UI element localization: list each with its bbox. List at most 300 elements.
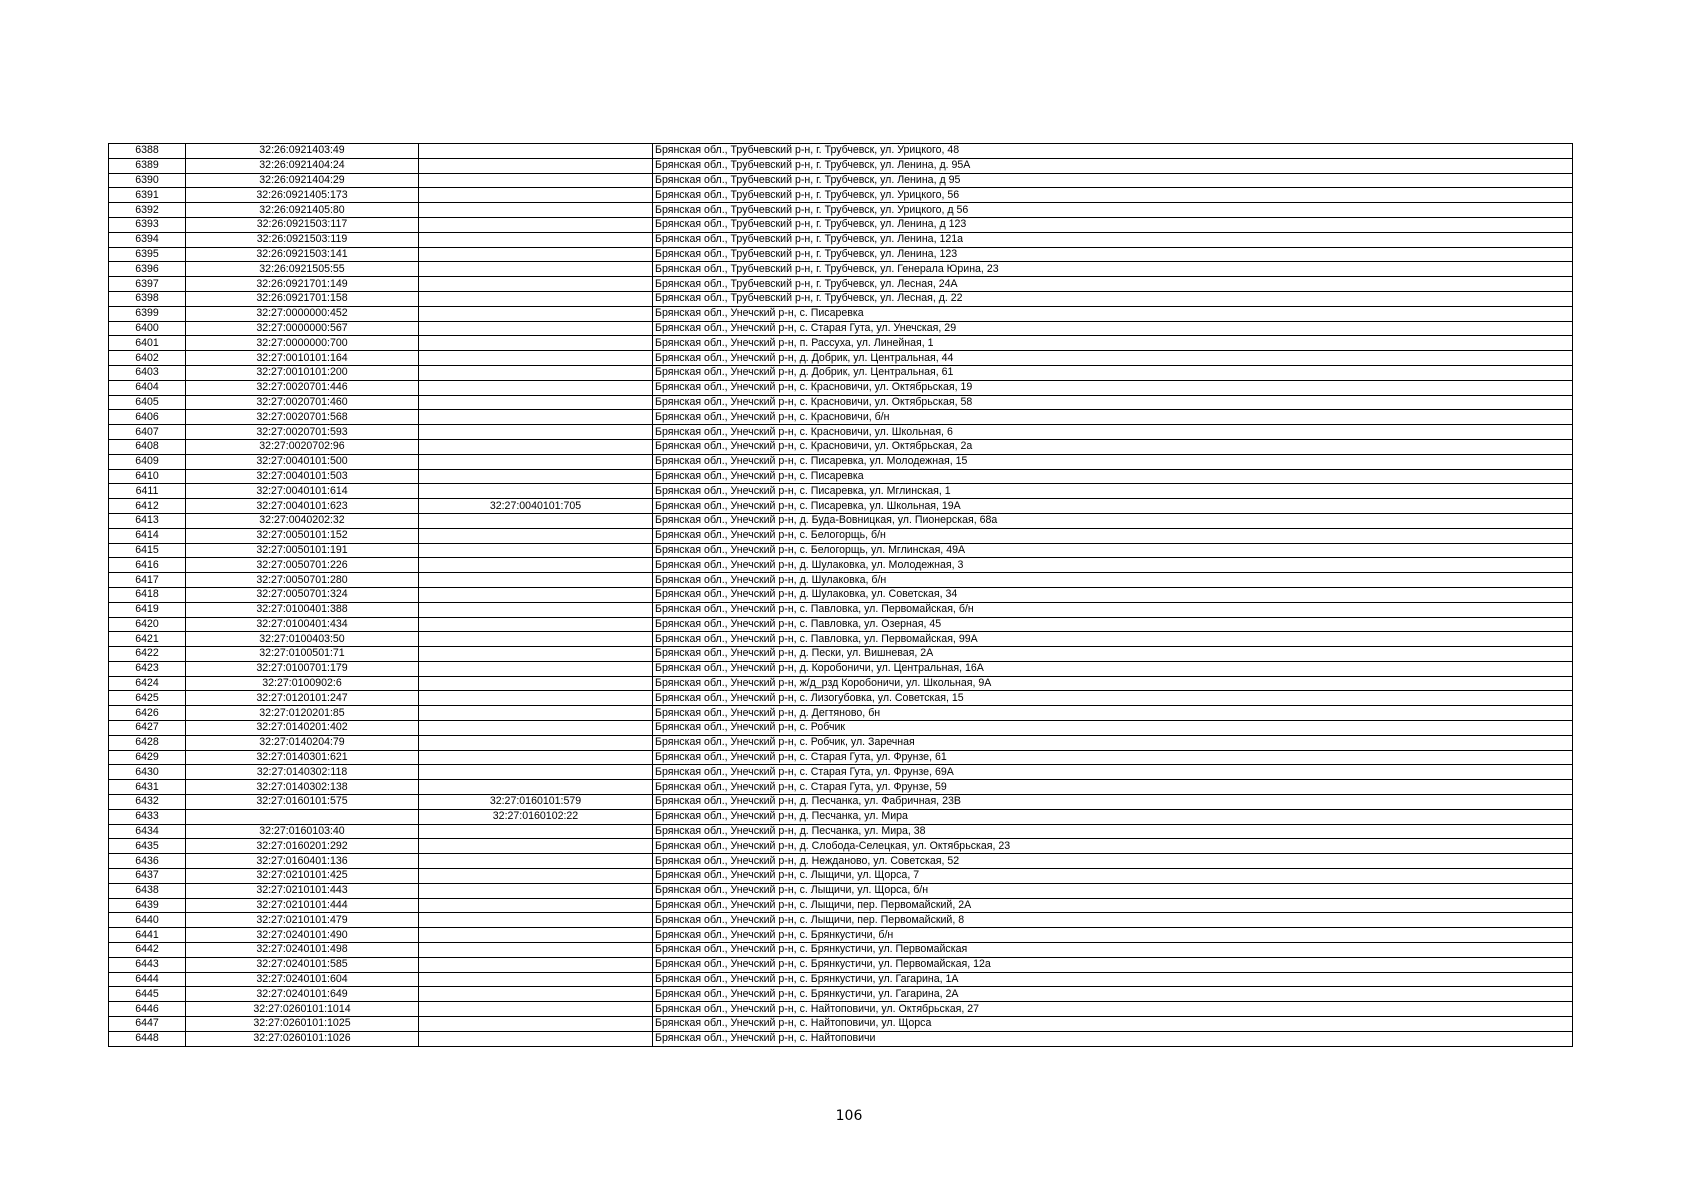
- row-number-cell: 6424: [109, 676, 186, 691]
- object-number-cell: [419, 469, 653, 484]
- object-number-cell: [419, 573, 653, 588]
- address-cell: Брянская обл., Унечский р-н, с. Брянкустичи, ул. Гагарина, 2А: [653, 987, 1573, 1002]
- cadastral-number-cell: 32:26:0921503:119: [186, 232, 419, 247]
- object-number-cell: [419, 721, 653, 736]
- cadastral-number-cell: 32:27:0160401:136: [186, 854, 419, 869]
- row-number-cell: 6432: [109, 795, 186, 810]
- cadastral-number-cell: 32:27:0020701:568: [186, 410, 419, 425]
- cadastral-number-cell: 32:27:0000000:567: [186, 321, 419, 336]
- table-row: [109, 365, 1573, 380]
- object-number-cell: [419, 676, 653, 691]
- table-row: [109, 795, 1573, 810]
- registry-table-body: [109, 144, 1573, 1047]
- table-row: [109, 558, 1573, 573]
- object-number-cell: [419, 439, 653, 454]
- cadastral-number-cell: 32:27:0100401:388: [186, 602, 419, 617]
- row-number-cell: 6411: [109, 484, 186, 499]
- object-number-cell: [419, 158, 653, 173]
- address-cell: Брянская обл., Унечский р-н, с. Брянкустичи, ул. Первомайская: [653, 943, 1573, 958]
- row-number-cell: 6405: [109, 395, 186, 410]
- table-row: [109, 632, 1573, 647]
- object-number-cell: [419, 365, 653, 380]
- row-number-cell: 6436: [109, 854, 186, 869]
- address-cell: Брянская обл., Унечский р-н, с. Робчик, ул. Заречная: [653, 735, 1573, 750]
- address-cell: Брянская обл., Унечский р-н, с. Писаревка: [653, 306, 1573, 321]
- table-row: [109, 484, 1573, 499]
- object-number-cell: [419, 321, 653, 336]
- address-cell: Брянская обл., Унечский р-н, с. Павловка, ул. Первомайская, 99А: [653, 632, 1573, 647]
- row-number-cell: 6430: [109, 765, 186, 780]
- cadastral-number-cell: 32:27:0020701:446: [186, 380, 419, 395]
- object-number-cell: [419, 632, 653, 647]
- object-number-cell: [419, 943, 653, 958]
- table-row: [109, 647, 1573, 662]
- cadastral-number-cell: 32:27:0140302:138: [186, 780, 419, 795]
- address-cell: Брянская обл., Трубчевский р-н, г. Трубчевск, ул. Ленина, д. 95А: [653, 158, 1573, 173]
- cadastral-number-cell: 32:27:0260101:1014: [186, 1002, 419, 1017]
- object-number-cell: [419, 869, 653, 884]
- object-number-cell: [419, 262, 653, 277]
- address-cell: Брянская обл., Унечский р-н, с. Найтоповичи, ул. Октябрьская, 27: [653, 1002, 1573, 1017]
- address-cell: Брянская обл., Унечский р-н, с. Белогорщь, б/н: [653, 528, 1573, 543]
- row-number-cell: 6422: [109, 647, 186, 662]
- cadastral-number-cell: 32:26:0921505:55: [186, 262, 419, 277]
- row-number-cell: 6423: [109, 661, 186, 676]
- address-cell: Брянская обл., Унечский р-н, д. Добрик, ул. Центральная, 44: [653, 351, 1573, 366]
- row-number-cell: 6410: [109, 469, 186, 484]
- cadastral-number-cell: 32:26:0921404:24: [186, 158, 419, 173]
- object-number-cell: [419, 706, 653, 721]
- object-number-cell: [419, 380, 653, 395]
- address-cell: Брянская обл., Унечский р-н, д. Песчанка, ул. Фабричная, 23В: [653, 795, 1573, 810]
- table-row: [109, 854, 1573, 869]
- cadastral-number-cell: 32:27:0140302:118: [186, 765, 419, 780]
- row-number-cell: 6429: [109, 750, 186, 765]
- cadastral-number-cell: [186, 809, 419, 824]
- cadastral-number-cell: 32:27:0100902:6: [186, 676, 419, 691]
- object-number-cell: [419, 1017, 653, 1032]
- row-number-cell: 6434: [109, 824, 186, 839]
- cadastral-number-cell: 32:27:0240101:490: [186, 928, 419, 943]
- table-row: [109, 499, 1573, 514]
- table-row: [109, 247, 1573, 262]
- table-row: [109, 203, 1573, 218]
- object-number-cell: [419, 543, 653, 558]
- address-cell: Брянская обл., Унечский р-н, д. Песчанка, ул. Мира: [653, 809, 1573, 824]
- table-row: [109, 173, 1573, 188]
- address-cell: Брянская обл., Унечский р-н, д. Шулаковка, ул. Советская, 34: [653, 587, 1573, 602]
- row-number-cell: 6388: [109, 144, 186, 159]
- address-cell: Брянская обл., Унечский р-н, с. Писаревка, ул. Молодежная, 15: [653, 454, 1573, 469]
- table-row: [109, 573, 1573, 588]
- table-row: [109, 395, 1573, 410]
- table-row: [109, 1002, 1573, 1017]
- address-cell: Брянская обл., Унечский р-н, с. Старая Гута, ул. Фрунзе, 59: [653, 780, 1573, 795]
- row-number-cell: 6416: [109, 558, 186, 573]
- object-number-cell: [419, 913, 653, 928]
- table-row: [109, 469, 1573, 484]
- cadastral-number-cell: 32:27:0040101:614: [186, 484, 419, 499]
- table-row: [109, 217, 1573, 232]
- object-number-cell: 32:27:0160102:22: [419, 809, 653, 824]
- address-cell: Брянская обл., Трубчевский р-н, г. Трубчевск, ул. Ленина, д 95: [653, 173, 1573, 188]
- row-number-cell: 6439: [109, 898, 186, 913]
- cadastral-number-cell: 32:27:0240101:649: [186, 987, 419, 1002]
- table-row: [109, 869, 1573, 884]
- cadastral-number-cell: 32:26:0921404:29: [186, 173, 419, 188]
- table-row: [109, 721, 1573, 736]
- cadastral-number-cell: 32:27:0100701:179: [186, 661, 419, 676]
- address-cell: Брянская обл., Унечский р-н, с. Красновичи, ул. Школьная, 6: [653, 425, 1573, 440]
- object-number-cell: [419, 306, 653, 321]
- object-number-cell: 32:27:0160101:579: [419, 795, 653, 810]
- row-number-cell: 6403: [109, 365, 186, 380]
- object-number-cell: [419, 513, 653, 528]
- cadastral-number-cell: 32:27:0260101:1025: [186, 1017, 419, 1032]
- cadastral-number-cell: 32:27:0240101:604: [186, 972, 419, 987]
- registry-table: [108, 143, 1573, 1047]
- table-row: [109, 410, 1573, 425]
- address-cell: Брянская обл., Унечский р-н, д. Пески, ул. Вишневая, 2А: [653, 647, 1573, 662]
- cadastral-number-cell: 32:26:0921701:158: [186, 291, 419, 306]
- cadastral-number-cell: 32:27:0000000:452: [186, 306, 419, 321]
- cadastral-number-cell: 32:26:0921503:141: [186, 247, 419, 262]
- address-cell: Брянская обл., Унечский р-н, с. Старая Гута, ул. Унечская, 29: [653, 321, 1573, 336]
- table-row: [109, 291, 1573, 306]
- row-number-cell: 6421: [109, 632, 186, 647]
- page-number: 106: [835, 1108, 863, 1124]
- table-row: [109, 809, 1573, 824]
- table-row: [109, 661, 1573, 676]
- address-cell: Брянская обл., Унечский р-н, с. Лыщичи, пер. Первомайский, 8: [653, 913, 1573, 928]
- address-cell: Брянская обл., Унечский р-н, с. Писаревка, ул. Мглинская, 1: [653, 484, 1573, 499]
- object-number-cell: [419, 972, 653, 987]
- row-number-cell: 6404: [109, 380, 186, 395]
- address-cell: Брянская обл., Унечский р-н, с. Красновичи, ул. Октябрьская, 2а: [653, 439, 1573, 454]
- table-row: [109, 380, 1573, 395]
- address-cell: Брянская обл., Унечский р-н, с. Брянкустичи, б/н: [653, 928, 1573, 943]
- table-row: [109, 425, 1573, 440]
- address-cell: Брянская обл., Унечский р-н, с. Брянкустичи, ул. Гагарина, 1А: [653, 972, 1573, 987]
- row-number-cell: 6389: [109, 158, 186, 173]
- cadastral-number-cell: 32:27:0260101:1026: [186, 1031, 419, 1046]
- row-number-cell: 6418: [109, 587, 186, 602]
- object-number-cell: [419, 188, 653, 203]
- cadastral-number-cell: 32:27:0140201:402: [186, 721, 419, 736]
- row-number-cell: 6390: [109, 173, 186, 188]
- row-number-cell: 6427: [109, 721, 186, 736]
- table-row: [109, 735, 1573, 750]
- row-number-cell: 6398: [109, 291, 186, 306]
- row-number-cell: 6428: [109, 735, 186, 750]
- row-number-cell: 6393: [109, 217, 186, 232]
- address-cell: Брянская обл., Унечский р-н, д. Нежданово, ул. Советская, 52: [653, 854, 1573, 869]
- table-row: [109, 750, 1573, 765]
- object-number-cell: [419, 277, 653, 292]
- row-number-cell: 6447: [109, 1017, 186, 1032]
- cadastral-number-cell: 32:27:0100501:71: [186, 647, 419, 662]
- row-number-cell: 6397: [109, 277, 186, 292]
- address-cell: Брянская обл., Трубчевский р-н, г. Трубчевск, ул. Ленина, 121а: [653, 232, 1573, 247]
- object-number-cell: [419, 824, 653, 839]
- table-row: [109, 528, 1573, 543]
- object-number-cell: [419, 291, 653, 306]
- row-number-cell: 6443: [109, 957, 186, 972]
- cadastral-number-cell: 32:27:0210101:425: [186, 869, 419, 884]
- row-number-cell: 6438: [109, 883, 186, 898]
- object-number-cell: [419, 898, 653, 913]
- table-row: [109, 943, 1573, 958]
- cadastral-number-cell: 32:27:0160101:575: [186, 795, 419, 810]
- table-row: [109, 144, 1573, 159]
- cadastral-number-cell: 32:27:0040101:500: [186, 454, 419, 469]
- object-number-cell: [419, 410, 653, 425]
- table-row: [109, 824, 1573, 839]
- table-row: [109, 321, 1573, 336]
- cadastral-number-cell: 32:27:0050701:280: [186, 573, 419, 588]
- row-number-cell: 6419: [109, 602, 186, 617]
- cadastral-number-cell: 32:26:0921503:117: [186, 217, 419, 232]
- row-number-cell: 6437: [109, 869, 186, 884]
- cadastral-number-cell: 32:27:0140301:621: [186, 750, 419, 765]
- table-row: [109, 158, 1573, 173]
- table-row: [109, 336, 1573, 351]
- table-row: [109, 957, 1573, 972]
- cadastral-number-cell: 32:26:0921403:49: [186, 144, 419, 159]
- address-cell: Брянская обл., Трубчевский р-н, г. Трубчевск, ул. Лесная, 24А: [653, 277, 1573, 292]
- cadastral-number-cell: 32:27:0050101:191: [186, 543, 419, 558]
- address-cell: Брянская обл., Унечский р-н, с. Старая Гута, ул. Фрунзе, 69А: [653, 765, 1573, 780]
- table-row: [109, 306, 1573, 321]
- address-cell: Брянская обл., Трубчевский р-н, г. Трубчевск, ул. Урицкого, 48: [653, 144, 1573, 159]
- row-number-cell: 6426: [109, 706, 186, 721]
- address-cell: Брянская обл., Трубчевский р-н, г. Трубчевск, ул. Урицкого, 56: [653, 188, 1573, 203]
- row-number-cell: 6401: [109, 336, 186, 351]
- row-number-cell: 6441: [109, 928, 186, 943]
- object-number-cell: [419, 647, 653, 662]
- cadastral-number-cell: 32:27:0240101:585: [186, 957, 419, 972]
- table-row: [109, 262, 1573, 277]
- row-number-cell: 6406: [109, 410, 186, 425]
- cadastral-number-cell: 32:27:0140204:79: [186, 735, 419, 750]
- object-number-cell: [419, 691, 653, 706]
- address-cell: Брянская обл., Унечский р-н, с. Красновичи, ул. Октябрьская, 58: [653, 395, 1573, 410]
- cadastral-number-cell: 32:27:0240101:498: [186, 943, 419, 958]
- address-cell: Брянская обл., Унечский р-н, с. Найтоповичи, ул. Щорса: [653, 1017, 1573, 1032]
- address-cell: Брянская обл., Унечский р-н, с. Брянкустичи, ул. Первомайская, 12а: [653, 957, 1573, 972]
- row-number-cell: 6415: [109, 543, 186, 558]
- row-number-cell: 6400: [109, 321, 186, 336]
- cadastral-number-cell: 32:27:0050701:226: [186, 558, 419, 573]
- address-cell: Брянская обл., Унечский р-н, с. Белогорщь, ул. Мглинская, 49А: [653, 543, 1573, 558]
- row-number-cell: 6392: [109, 203, 186, 218]
- row-number-cell: 6412: [109, 499, 186, 514]
- table-row: [109, 765, 1573, 780]
- object-number-cell: [419, 144, 653, 159]
- address-cell: Брянская обл., Унечский р-н, с. Павловка, ул. Озерная, 45: [653, 617, 1573, 632]
- address-cell: Брянская обл., Унечский р-н, с. Красновичи, б/н: [653, 410, 1573, 425]
- cadastral-number-cell: 32:27:0010101:200: [186, 365, 419, 380]
- cadastral-number-cell: 32:27:0210101:443: [186, 883, 419, 898]
- address-cell: Брянская обл., Трубчевский р-н, г. Трубчевск, ул. Генерала Юрина, 23: [653, 262, 1573, 277]
- address-cell: Брянская обл., Унечский р-н, д. Песчанка, ул. Мира, 38: [653, 824, 1573, 839]
- cadastral-number-cell: 32:27:0000000:700: [186, 336, 419, 351]
- object-number-cell: [419, 351, 653, 366]
- cadastral-number-cell: 32:27:0040101:623: [186, 499, 419, 514]
- address-cell: Брянская обл., Трубчевский р-н, г. Трубчевск, ул. Ленина, 123: [653, 247, 1573, 262]
- row-number-cell: 6435: [109, 839, 186, 854]
- address-cell: Брянская обл., Унечский р-н, с. Старая Гута, ул. Фрунзе, 61: [653, 750, 1573, 765]
- address-cell: Брянская обл., Унечский р-н, с. Робчик: [653, 721, 1573, 736]
- address-cell: Брянская обл., Унечский р-н, д. Добрик, ул. Центральная, 61: [653, 365, 1573, 380]
- table-row: [109, 602, 1573, 617]
- cadastral-number-cell: 32:27:0020701:460: [186, 395, 419, 410]
- row-number-cell: 6442: [109, 943, 186, 958]
- table-row: [109, 676, 1573, 691]
- cadastral-number-cell: 32:27:0100403:50: [186, 632, 419, 647]
- cadastral-number-cell: 32:27:0100401:434: [186, 617, 419, 632]
- row-number-cell: 6391: [109, 188, 186, 203]
- row-number-cell: 6402: [109, 351, 186, 366]
- address-cell: Брянская обл., Унечский р-н, с. Лыщичи, ул. Щорса, б/н: [653, 883, 1573, 898]
- address-cell: Брянская обл., Трубчевский р-н, г. Трубчевск, ул. Лесная, д. 22: [653, 291, 1573, 306]
- table-row: [109, 351, 1573, 366]
- row-number-cell: 6394: [109, 232, 186, 247]
- table-row: [109, 513, 1573, 528]
- table-row: [109, 780, 1573, 795]
- row-number-cell: 6396: [109, 262, 186, 277]
- address-cell: Брянская обл., Трубчевский р-н, г. Трубчевск, ул. Ленина, д 123: [653, 217, 1573, 232]
- address-cell: Брянская обл., Унечский р-н, с. Писаревка: [653, 469, 1573, 484]
- object-number-cell: [419, 617, 653, 632]
- row-number-cell: 6399: [109, 306, 186, 321]
- object-number-cell: [419, 558, 653, 573]
- table-row: [109, 987, 1573, 1002]
- row-number-cell: 6420: [109, 617, 186, 632]
- address-cell: Брянская обл., Унечский р-н, д. Буда-Вовницкая, ул. Пионерская, 68а: [653, 513, 1573, 528]
- row-number-cell: 6409: [109, 454, 186, 469]
- address-cell: Брянская обл., Унечский р-н, д. Шулаковка, ул. Молодежная, 3: [653, 558, 1573, 573]
- object-number-cell: [419, 173, 653, 188]
- cadastral-number-cell: 32:27:0160201:292: [186, 839, 419, 854]
- object-number-cell: [419, 232, 653, 247]
- address-cell: Брянская обл., Унечский р-н, д. Дегтяново, бн: [653, 706, 1573, 721]
- row-number-cell: 6395: [109, 247, 186, 262]
- address-cell: Брянская обл., Унечский р-н, д. Коробоничи, ул. Центральная, 16А: [653, 661, 1573, 676]
- object-number-cell: [419, 780, 653, 795]
- row-number-cell: 6446: [109, 1002, 186, 1017]
- object-number-cell: [419, 484, 653, 499]
- cadastral-number-cell: 32:26:0921405:173: [186, 188, 419, 203]
- object-number-cell: [419, 661, 653, 676]
- object-number-cell: [419, 247, 653, 262]
- cadastral-number-cell: 32:27:0210101:479: [186, 913, 419, 928]
- table-row: [109, 883, 1573, 898]
- address-cell: Брянская обл., Унечский р-н, ж/д_рзд Коробоничи, ул. Школьная, 9А: [653, 676, 1573, 691]
- cadastral-number-cell: 32:27:0020701:593: [186, 425, 419, 440]
- row-number-cell: 6440: [109, 913, 186, 928]
- row-number-cell: 6448: [109, 1031, 186, 1046]
- cadastral-number-cell: 32:26:0921701:149: [186, 277, 419, 292]
- object-number-cell: [419, 1002, 653, 1017]
- cadastral-number-cell: 32:27:0120101:247: [186, 691, 419, 706]
- object-number-cell: [419, 587, 653, 602]
- table-row: [109, 706, 1573, 721]
- cadastral-number-cell: 32:27:0210101:444: [186, 898, 419, 913]
- cadastral-number-cell: 32:27:0040101:503: [186, 469, 419, 484]
- cadastral-number-cell: 32:27:0010101:164: [186, 351, 419, 366]
- object-number-cell: [419, 454, 653, 469]
- table-row: [109, 1031, 1573, 1046]
- cadastral-number-cell: 32:27:0020702:96: [186, 439, 419, 454]
- object-number-cell: 32:27:0040101:705: [419, 499, 653, 514]
- table-row: [109, 898, 1573, 913]
- table-row: [109, 232, 1573, 247]
- object-number-cell: [419, 928, 653, 943]
- object-number-cell: [419, 765, 653, 780]
- table-row: [109, 439, 1573, 454]
- table-row: [109, 839, 1573, 854]
- row-number-cell: 6444: [109, 972, 186, 987]
- row-number-cell: 6445: [109, 987, 186, 1002]
- object-number-cell: [419, 217, 653, 232]
- cadastral-number-cell: 32:27:0160103:40: [186, 824, 419, 839]
- address-cell: Брянская обл., Унечский р-н, с. Лизогубовка, ул. Советская, 15: [653, 691, 1573, 706]
- address-cell: Брянская обл., Унечский р-н, с. Красновичи, ул. Октябрьская, 19: [653, 380, 1573, 395]
- row-number-cell: 6417: [109, 573, 186, 588]
- table-row: [109, 543, 1573, 558]
- object-number-cell: [419, 854, 653, 869]
- table-row: [109, 972, 1573, 987]
- row-number-cell: 6425: [109, 691, 186, 706]
- cadastral-number-cell: 32:26:0921405:80: [186, 203, 419, 218]
- object-number-cell: [419, 735, 653, 750]
- object-number-cell: [419, 957, 653, 972]
- address-cell: Брянская обл., Унечский р-н, д. Шулаковка, б/н: [653, 573, 1573, 588]
- address-cell: Брянская обл., Унечский р-н, п. Рассуха, ул. Линейная, 1: [653, 336, 1573, 351]
- object-number-cell: [419, 425, 653, 440]
- address-cell: Брянская обл., Унечский р-н, с. Писаревка, ул. Школьная, 19А: [653, 499, 1573, 514]
- cadastral-number-cell: 32:27:0040202:32: [186, 513, 419, 528]
- object-number-cell: [419, 987, 653, 1002]
- object-number-cell: [419, 336, 653, 351]
- address-cell: Брянская обл., Унечский р-н, с. Лыщичи, ул. Щорса, 7: [653, 869, 1573, 884]
- table-row: [109, 277, 1573, 292]
- address-cell: Брянская обл., Унечский р-н, с. Лыщичи, пер. Первомайский, 2А: [653, 898, 1573, 913]
- row-number-cell: 6408: [109, 439, 186, 454]
- object-number-cell: [419, 750, 653, 765]
- table-row: [109, 617, 1573, 632]
- object-number-cell: [419, 1031, 653, 1046]
- cadastral-number-cell: 32:27:0050701:324: [186, 587, 419, 602]
- cadastral-number-cell: 32:27:0050101:152: [186, 528, 419, 543]
- address-cell: Брянская обл., Унечский р-н, с. Найтоповичи: [653, 1031, 1573, 1046]
- object-number-cell: [419, 883, 653, 898]
- row-number-cell: 6433: [109, 809, 186, 824]
- table-row: [109, 454, 1573, 469]
- object-number-cell: [419, 528, 653, 543]
- address-cell: Брянская обл., Унечский р-н, с. Павловка, ул. Первомайская, б/н: [653, 602, 1573, 617]
- address-cell: Брянская обл., Трубчевский р-н, г. Трубчевск, ул. Урицкого, д 56: [653, 203, 1573, 218]
- object-number-cell: [419, 602, 653, 617]
- object-number-cell: [419, 203, 653, 218]
- object-number-cell: [419, 395, 653, 410]
- table-row: [109, 587, 1573, 602]
- table-row: [109, 928, 1573, 943]
- table-row: [109, 913, 1573, 928]
- row-number-cell: 6407: [109, 425, 186, 440]
- table-row: [109, 188, 1573, 203]
